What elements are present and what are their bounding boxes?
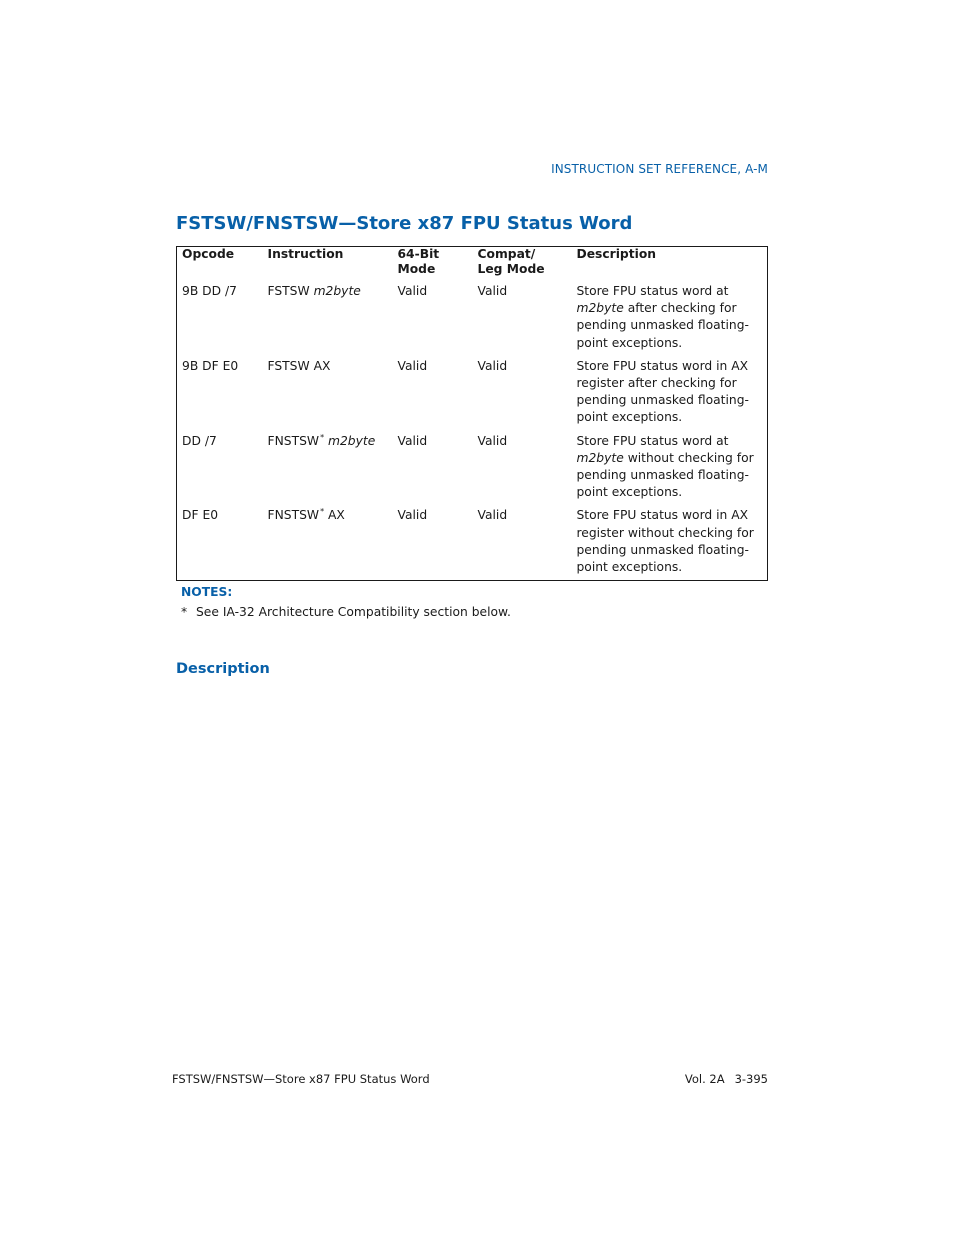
mode64-cell: Valid (397, 433, 428, 448)
compat-cell: Valid (477, 284, 508, 298)
column-header-64bit-mode (393, 247, 473, 284)
note-marker: * (181, 605, 188, 619)
instruction-cell (263, 433, 393, 508)
footnote-marker: * (320, 507, 325, 517)
opcode-cell: 9B DF E0 (182, 358, 239, 373)
table-row (177, 507, 768, 580)
mode64-cell: Valid (397, 284, 428, 298)
column-header-opcode (177, 247, 263, 284)
opcode-cell: DF E0 (182, 508, 219, 523)
notes-label: NOTES: (181, 585, 233, 599)
table-header-row (177, 247, 768, 284)
description-text: Store FPU status word in AX register without checking for pending unmasked floating-point exceptions. (576, 508, 754, 575)
instruction-operand: AX (313, 358, 331, 373)
running-header: INSTRUCTION SET REFERENCE, A-M (551, 162, 768, 176)
column-header-text: Mode (397, 262, 436, 276)
description-cell (572, 283, 768, 358)
table-row (177, 283, 768, 358)
instruction-cell (263, 507, 393, 580)
instruction-cell (263, 358, 393, 433)
column-header-text: Leg Mode (477, 262, 545, 276)
page-title: FSTSW/FNSTSW—Store x87 FPU Status Word (176, 213, 633, 234)
column-header-instruction (263, 247, 393, 284)
description-cell (572, 433, 768, 508)
instruction-mnemonic: FNSTSW (267, 433, 320, 448)
section-heading-description: Description (176, 661, 270, 677)
table-row (177, 433, 768, 508)
note-text: See IA-32 Architecture Compatibility section below. (196, 605, 511, 619)
instruction-operand: m2byte (313, 284, 361, 298)
instruction-operand: m2byte (327, 433, 376, 448)
compat-cell: Valid (477, 508, 508, 523)
compat-cell: Valid (477, 433, 508, 448)
column-header-compat-leg-mode (473, 247, 572, 284)
column-header-text: Compat/ (477, 247, 536, 261)
description-text: without checking for pending unmasked floating-point exceptions. (576, 450, 754, 500)
column-header-text: Description (576, 247, 657, 261)
description-operand: m2byte (576, 301, 624, 316)
description-text: Store FPU status word at (576, 433, 729, 448)
table-row (177, 358, 768, 433)
column-header-text: Instruction (267, 247, 344, 261)
footer-title: FSTSW/FNSTSW—Store x87 FPU Status Word (172, 1072, 430, 1086)
instruction-operand: AX (327, 508, 345, 523)
instruction-cell (263, 283, 393, 358)
description-text: after checking for pending unmasked floating-point exceptions. (576, 301, 749, 350)
description-operand: m2byte (576, 450, 624, 465)
opcode-cell: 9B DD /7 (182, 284, 237, 298)
mode64-cell: Valid (397, 358, 428, 373)
mode64-cell: Valid (397, 508, 428, 523)
footer-volume: Vol. 2A (684, 1072, 725, 1086)
note-item (181, 605, 511, 619)
description-text: Store FPU status word in AX register after checking for pending unmasked floating-point exceptions. (576, 358, 749, 425)
footer-page-number: 3-395 (734, 1072, 768, 1086)
column-header-description (572, 247, 768, 284)
instruction-mnemonic: FSTSW (267, 358, 310, 373)
column-header-text: Opcode (182, 247, 235, 261)
compat-cell: Valid (477, 358, 508, 373)
instruction-mnemonic: FSTSW (267, 284, 310, 298)
description-cell (572, 358, 768, 433)
description-text: Store FPU status word at (576, 284, 729, 298)
instruction-mnemonic: FNSTSW (267, 508, 320, 523)
opcode-cell: DD /7 (182, 433, 217, 448)
footer-page-info (685, 1072, 768, 1086)
column-header-text: 64-Bit (397, 247, 440, 261)
description-cell (572, 507, 768, 580)
opcode-table (176, 246, 768, 581)
footnote-marker: * (320, 432, 325, 442)
